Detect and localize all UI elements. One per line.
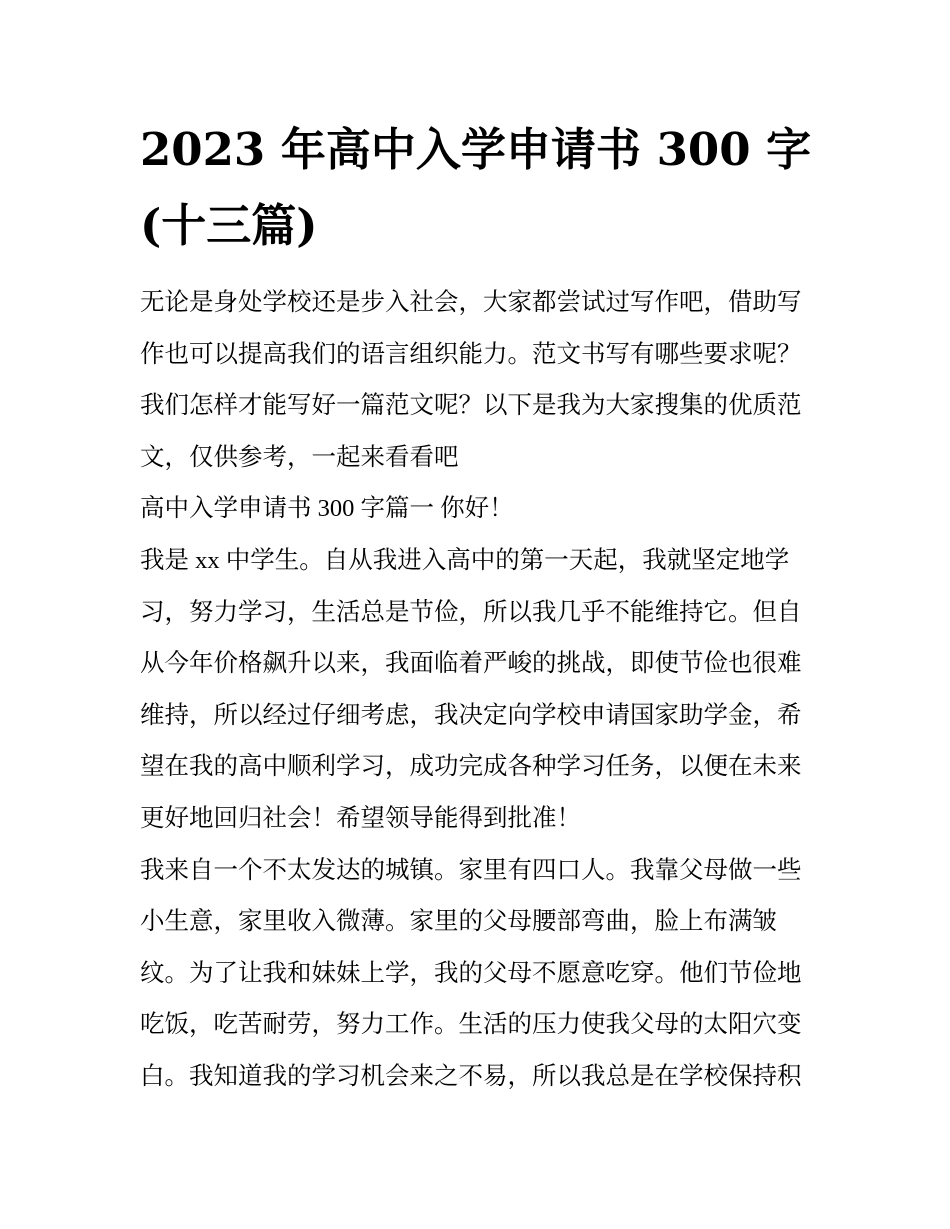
document-body <box>140 277 830 1103</box>
body-line: 文，仅供参考，一起来看看吧 <box>140 443 459 471</box>
body-line: 更好地回归社会！希望领导能得到批准！ <box>140 804 581 832</box>
body-line: 我是 xx 中学生。自从我进入高中的第一天起，我就坚定地学 <box>140 546 790 574</box>
body-line: 作也可以提高我们的语言组织能力。范文书写有哪些要求呢？ <box>140 340 802 368</box>
body-line: 望在我的高中顺利学习，成功完成各种学习任务，以便在未来 <box>140 753 802 781</box>
body-line: 白。我知道我的学习机会来之不易，所以我总是在学校保持积 <box>140 1062 802 1090</box>
body-line: 无论是身处学校还是步入社会，大家都尝试过写作吧，借助写 <box>140 289 802 316</box>
section-heading-line: 高中入学申请书 300 字篇一 你好！ <box>140 495 514 523</box>
body-line: 我们怎样才能写好一篇范文呢？以下是我为大家搜集的优质范 <box>140 392 802 420</box>
body-line: 习，努力学习，生活总是节俭，所以我几乎不能维持它。但自 <box>140 598 802 626</box>
title-line: (十三篇) <box>140 199 318 252</box>
body-line: 我来自一个不太发达的城镇。家里有四口人。我靠父母做一些 <box>140 856 802 884</box>
body-line: 从今年价格飙升以来，我面临着严峻的挑战，即使节俭也很难 <box>140 650 802 678</box>
body-line: 吃饭，吃苦耐劳，努力工作。生活的压力使我父母的太阳穴变 <box>140 1011 802 1039</box>
body-line: 纹。为了让我和妹妹上学，我的父母不愿意吃穿。他们节俭地 <box>140 959 802 987</box>
body-line: 维持，所以经过仔细考虑，我决定向学校申请国家助学金，希 <box>140 701 802 729</box>
title-line: 2023 年高中入学申请书 300 字 <box>140 123 812 176</box>
body-line: 小生意，家里收入微薄。家里的父母腰部弯曲，脸上布满皱 <box>140 908 777 936</box>
document-title <box>140 112 820 264</box>
